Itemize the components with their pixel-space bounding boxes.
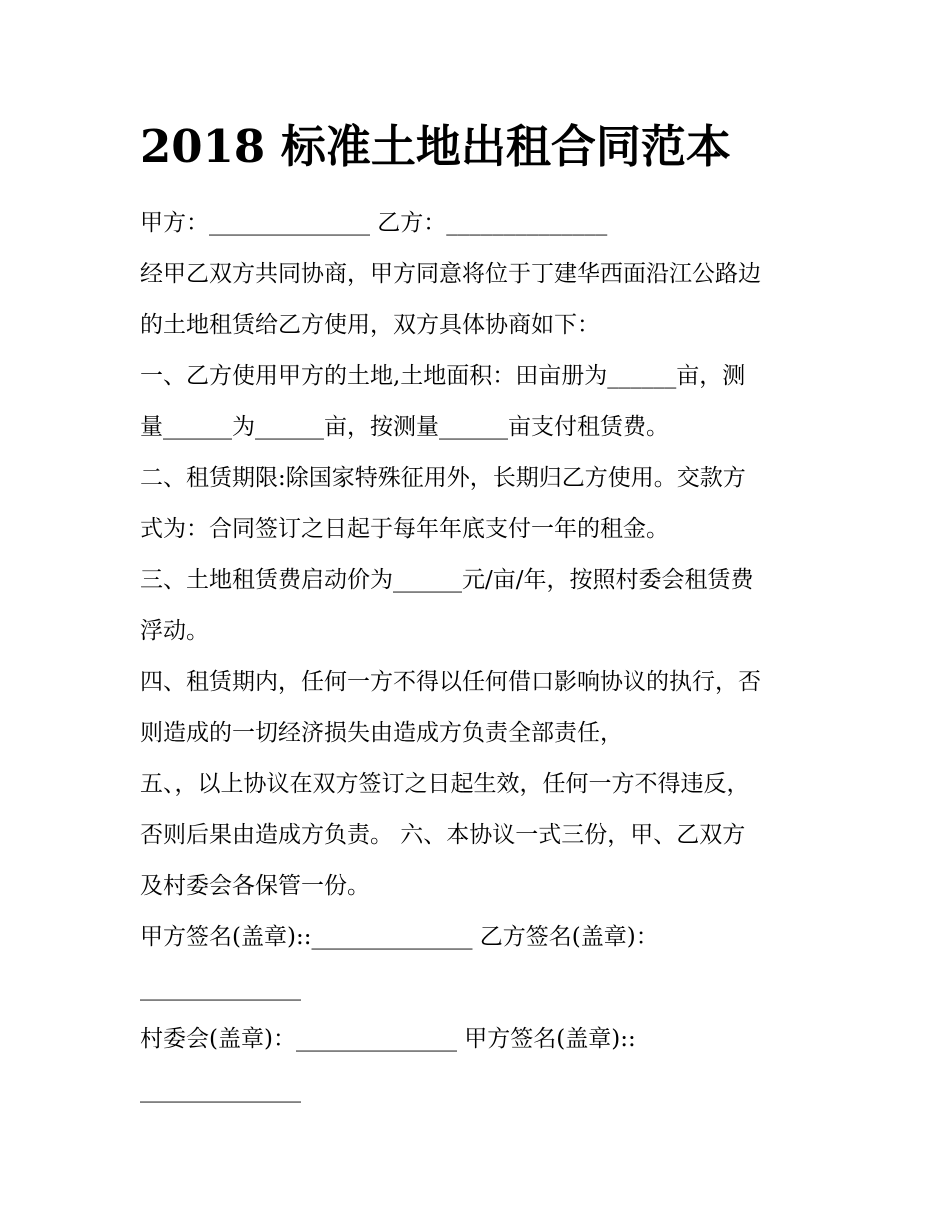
clause-5-line: 五、，以上协议在双方签订之日起生效，任何一方不得违反， — [140, 771, 750, 797]
clause-2-line: 式为：合同签订之日起于每年年底支付一年的租金。 — [140, 516, 669, 542]
clause-2-line: 二、租赁期限:除国家特殊征用外，长期归乙方使用。交款方 — [140, 465, 746, 491]
clause-6-line: 及村委会各保管一份。 — [140, 873, 370, 899]
clause-5-6-line: 否则后果由造成方负责。 六、本协议一式三份，甲、乙双方 — [140, 822, 746, 848]
clause-4-line: 四、租赁期内，任何一方不得以任何借口影响协议的执行，否 — [140, 669, 761, 695]
clause-3-line: 浮动。 — [140, 618, 209, 644]
document-body — [140, 198, 830, 1116]
party-line: 甲方：______________ 乙方：______________ — [140, 210, 608, 236]
clause-1-line: 一、乙方使用甲方的土地,土地面积：田亩册为______亩，测 — [140, 363, 746, 389]
paragraph-line: 的土地租赁给乙方使用，双方具体协商如下： — [140, 312, 600, 338]
signature-blank: ______________ — [140, 1077, 301, 1103]
document-title: 2018 标准土地出租合同范本 — [140, 120, 731, 173]
signature-line: 甲方签名(盖章)::______________ 乙方签名(盖章)： — [140, 924, 659, 950]
paragraph-line: 经甲乙双方共同协商，甲方同意将位于丁建华西面沿江公路边 — [140, 261, 761, 287]
clause-1-line: 量______为______亩，按测量______亩支付租赁费。 — [140, 414, 669, 440]
signature-line: 村委会(盖章)：______________ 甲方签名(盖章):: — [140, 1026, 636, 1052]
clause-3-line: 三、土地租赁费启动价为______元/亩/年，按照村委会租赁费 — [140, 567, 754, 593]
signature-blank: ______________ — [140, 975, 301, 1001]
clause-4-line: 则造成的一切经济损失由造成方负责全部责任， — [140, 720, 623, 746]
